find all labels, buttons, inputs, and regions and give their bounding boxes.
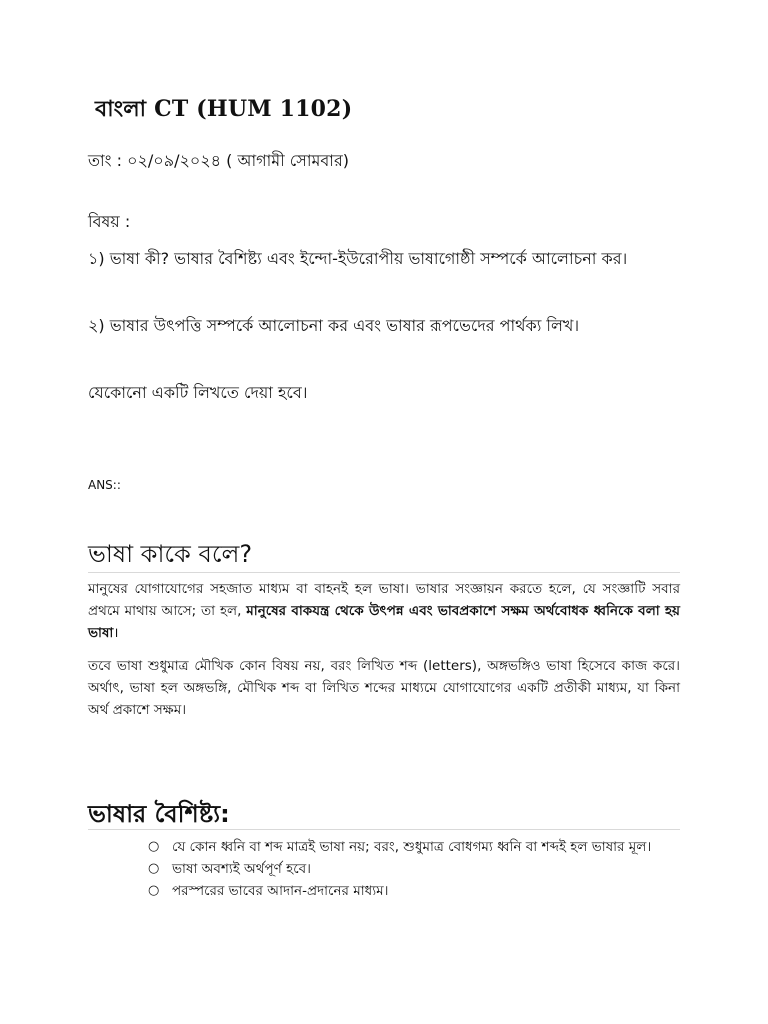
question-1: ১) ভাষা কী? ভাষার বৈশিষ্ট্য এবং ইন্দো-ইউরোপীয় ভাষাগোষ্ঠী সম্পর্কে আলোচনা কর। <box>88 249 628 268</box>
definition-paragraph <box>88 578 680 644</box>
list-item <box>148 836 680 858</box>
question-2: ২) ভাষার উৎপত্তি সম্পর্কে আলোচনা কর এবং ভাষার রূপভেদের পার্থক্য লিখ। <box>88 316 580 335</box>
definition-bold-text: মানুষের বাকযন্ত্র থেকে উৎপন্ন এবং ভাবপ্রকাশে সক্ষম অর্থবোধক ধ্বনিকে বলা হয় ভাষা <box>88 603 681 641</box>
answer-label: ANS:: <box>88 478 121 492</box>
list-item <box>148 858 680 880</box>
document-title: বাংলা CT (HUM 1102) <box>95 96 353 122</box>
instruction-text: যেকোনো একটি লিখতে দেয়া হবে। <box>88 383 308 402</box>
bullet-circle-icon: ○ <box>148 839 160 854</box>
date-line: তাং : ০২/০৯/২০২৪ ( আগামী সোমবার) <box>88 151 349 170</box>
list-item-text: যে কোন ধ্বনি বা শব্দ মাত্রই ভাষা নয়; বরং, শুধুমাত্র বোধগম্য ধ্বনি বা শব্দই হল ভাষার মূল। <box>172 839 652 855</box>
heading-divider <box>88 829 680 830</box>
explanation-paragraph: তবে ভাষা শুধুমাত্র মৌখিক কোন বিষয় নয়, বরং লিখিত শব্দ (letters), অঙ্গভঙ্গিও ভাষা হিসেবে কাজ করে। অর্থাৎ, ভাষা হল অঙ্গভঙ্গি, মৌখিক শব্দ বা লিখিত শব্দের মাধ্যমে যোগাযোগের একটি প্রতীকী মাধ্যম, যা কিনা অর্থ প্রকাশে সক্ষম। <box>88 658 680 718</box>
section-heading-what-is-language: ভাষা কাকে বলে? <box>88 540 253 568</box>
definition-end: । <box>113 625 119 641</box>
features-list <box>148 836 680 902</box>
definition-text: মানুষের যোগাযোগের সহজাত মাধ্যম বা বাহনই হল ভাষা। ভাষার সংজ্ঞায়ন করতে হলে, যে সংজ্ঞাটি সবার প্রথমে মাথায় আসে; তা হল, <box>88 581 680 619</box>
subject-label: বিষয় : <box>88 212 131 231</box>
heading-divider <box>88 572 680 573</box>
list-item-text: ভাষা অবশ্যই অর্থপূর্ণ হবে। <box>172 861 311 877</box>
bullet-circle-icon: ○ <box>148 861 160 876</box>
list-item <box>148 880 680 902</box>
bullet-circle-icon: ○ <box>148 883 160 898</box>
list-item-text: পরস্পরের ভাবের আদান-প্রদানের মাধ্যম। <box>172 883 389 899</box>
section-heading-features: ভাষার বৈশিষ্ট্য: <box>88 800 230 828</box>
